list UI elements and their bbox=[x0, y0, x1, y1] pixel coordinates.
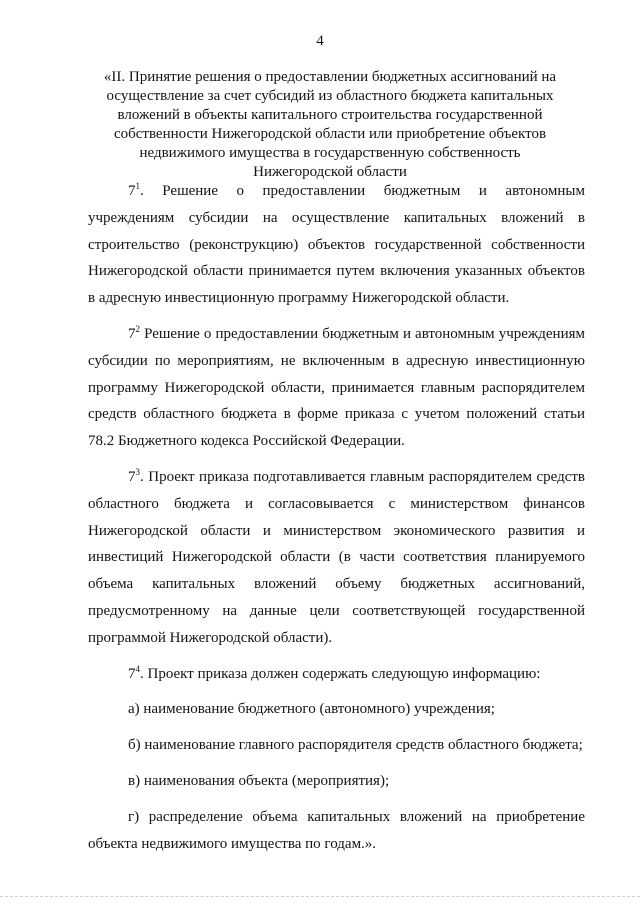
document-body bbox=[88, 178, 585, 857]
clause-number: 7 bbox=[128, 468, 136, 485]
paragraph-text: . Проект приказа подготавливается главным распорядителем средств областного бюджета и согласовывается с министерством финансов Нижегородской области и министерством экономического развития и инвестиций Нижегородской области (в части соответствия планируемого объема капитальных вложений объему бюджетных ассигнований, предусмотренному на данные цели соответствующей государственной программой Нижегородской области). bbox=[88, 468, 585, 646]
section-heading: «II. Принятие решения о предоставлении бюджетных ассигнований на осуществление за счет субсидий из областного бюджета капитальных вложений в объекты капитального строительства государственной собственности Нижегородской области или приобретение объектов недвижимого имущества в государственную собственность Нижегородской области bbox=[103, 69, 557, 180]
clause-superscript: 4 bbox=[135, 663, 140, 674]
clause-number: 7 bbox=[128, 183, 136, 199]
list-item-g: г) распределение объема капитальных вложений на приобретение объекта недвижимого имущества по годам.». bbox=[88, 808, 585, 852]
paragraph-7-2 bbox=[88, 321, 585, 455]
paragraph-text: . Решение о предоставлении бюджетным и автономным учреждениям субсидии на осуществление капитальных вложений в строительство (реконструкцию) объектов государственной собственности Нижегородской области принимается путем включения указанных объектов в адресную инвестиционную программу Нижегородской области. bbox=[88, 183, 585, 307]
page-number: 4 bbox=[316, 33, 324, 49]
paragraph-7-4 bbox=[88, 661, 585, 688]
list-item-a: а) наименование бюджетного (автономного) учреждения; bbox=[128, 701, 495, 718]
clause-superscript: 3 bbox=[135, 466, 140, 477]
clause-superscript: 2 bbox=[135, 323, 140, 334]
list-item-b: б) наименование главного распорядителя средств областного бюджета; bbox=[128, 737, 583, 754]
paragraph-text: . Проект приказа должен содержать следующую информацию: bbox=[140, 665, 541, 682]
paragraph-7-1 bbox=[88, 178, 585, 312]
list-item-v: в) наименования объекта (мероприятия); bbox=[128, 772, 390, 789]
clause-superscript: 1 bbox=[135, 181, 140, 191]
paragraph-text: Решение о предоставлении бюджетным и автономным учреждениям субсидии по мероприятиям, не включенным в адресную инвестиционную программу Нижегородской области, принимается главным распорядителем средств областного бюджета в форме приказа с учетом положений статьи 78.2 Бюджетного кодекса Российской Федерации. bbox=[88, 325, 585, 450]
paragraph-7-3 bbox=[88, 464, 585, 652]
clause-number: 7 bbox=[128, 665, 136, 682]
clause-number: 7 bbox=[128, 325, 136, 342]
scan-edge-divider bbox=[0, 896, 640, 897]
